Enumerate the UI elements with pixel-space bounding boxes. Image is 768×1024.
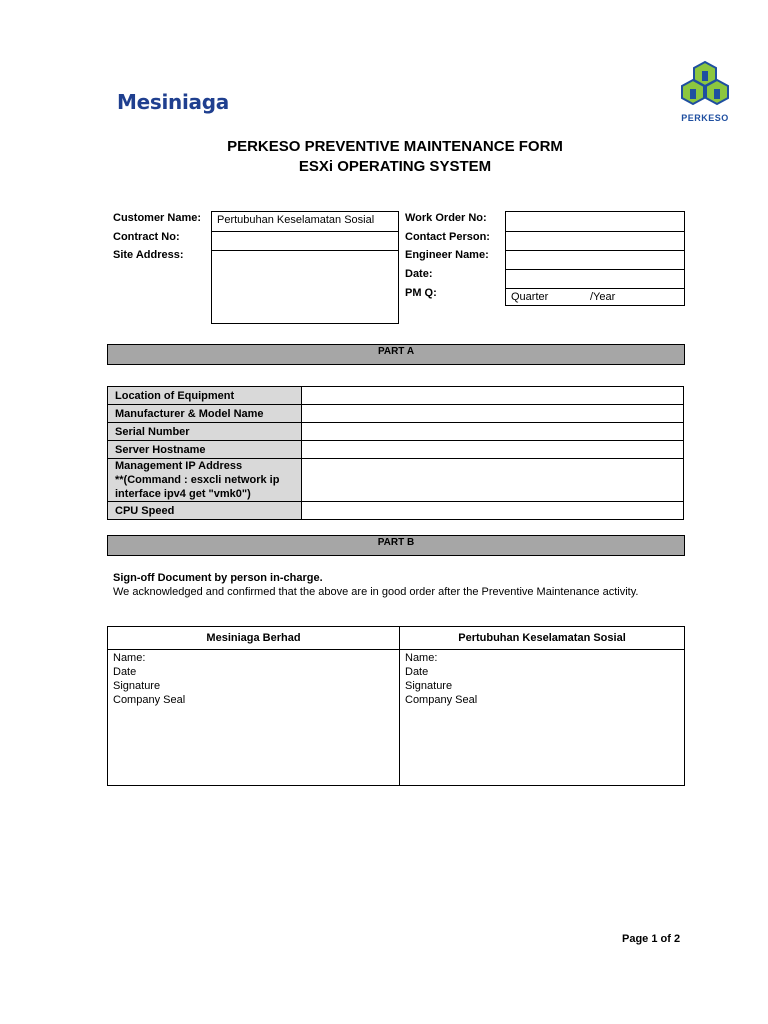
mgmt-ip-field[interactable] <box>302 459 684 502</box>
perkeso-logo <box>676 60 734 122</box>
contract-no-label: Contract No: <box>113 231 180 243</box>
mesiniaga-logo: Mesiniaga <box>117 90 229 114</box>
mgmt-ip-label-line1: Management IP Address <box>115 460 243 472</box>
form-subtitle: ESXi OPERATING SYSTEM <box>298 158 492 175</box>
manufacturer-label: Manufacturer & Model Name <box>108 405 302 423</box>
mesiniaga-column-heading: Mesiniaga Berhad <box>108 627 400 650</box>
cpu-speed-label: CPU Speed <box>108 502 302 520</box>
contract-no-field[interactable] <box>212 232 398 251</box>
table-row <box>108 459 684 502</box>
work-order-label: Work Order No: <box>405 212 487 224</box>
mesiniaga-signature-label: Signature <box>113 680 161 692</box>
mesiniaga-name-label: Name: <box>113 652 146 664</box>
equipment-table <box>107 386 684 520</box>
date-label: Date: <box>405 268 433 280</box>
perkeso-column-heading: Pertubuhan Keselamatan Sosial <box>400 627 685 650</box>
table-row <box>108 502 684 520</box>
date-field[interactable] <box>506 270 684 289</box>
perkeso-name-label: Name: <box>405 652 438 664</box>
table-row <box>108 441 684 459</box>
customer-name-field[interactable]: Pertubuhan Keselamatan Sosial <box>212 212 398 232</box>
mesiniaga-seal-label: Company Seal <box>113 694 186 706</box>
part-a-bar: PART A <box>107 344 685 365</box>
part-b-bar: PART B <box>107 535 685 556</box>
engineer-name-field[interactable] <box>506 251 684 270</box>
table-row <box>108 423 684 441</box>
work-order-field[interactable] <box>506 212 684 232</box>
contact-person-label: Contact Person: <box>405 231 490 243</box>
form-title: PERKESO PREVENTIVE MAINTENANCE FORM <box>227 138 563 155</box>
cpu-speed-field[interactable] <box>302 502 684 520</box>
perkeso-seal-label: Company Seal <box>405 694 478 706</box>
mgmt-ip-label <box>108 459 302 502</box>
pmq-field[interactable] <box>506 289 684 307</box>
location-label: Location of Equipment <box>108 387 302 405</box>
perkeso-date-label: Date <box>405 666 429 678</box>
serial-number-field[interactable] <box>302 423 684 441</box>
site-address-field[interactable] <box>212 251 398 321</box>
mesiniaga-signoff-cell[interactable] <box>108 650 400 786</box>
page-number: Page 1 of 2 <box>622 933 681 945</box>
pmq-quarter: Quarter <box>511 291 549 303</box>
contact-person-field[interactable] <box>506 232 684 251</box>
engineer-name-label: Engineer Name: <box>405 249 489 261</box>
hostname-label: Server Hostname <box>108 441 302 459</box>
table-row <box>108 387 684 405</box>
signature-table <box>107 626 685 786</box>
signoff-text: We acknowledged and confirmed that the above are in good order after the Preventive Maintenance activity. <box>113 586 639 598</box>
perkeso-emblem-icon <box>676 60 734 108</box>
perkeso-signature-label: Signature <box>405 680 453 692</box>
mgmt-ip-label-line3: interface ipv4 get "vmk0") <box>115 488 251 500</box>
customer-info-box <box>211 211 399 324</box>
work-order-box <box>505 211 685 306</box>
mesiniaga-date-label: Date <box>113 666 137 678</box>
perkeso-signoff-cell[interactable] <box>400 650 685 786</box>
serial-number-label: Serial Number <box>108 423 302 441</box>
perkeso-logo-text: PERKESO <box>681 113 729 123</box>
manufacturer-field[interactable] <box>302 405 684 423</box>
site-address-label: Site Address: <box>113 249 184 261</box>
location-field[interactable] <box>302 387 684 405</box>
mgmt-ip-label-line2: **(Command : esxcli network ip <box>115 474 280 486</box>
hostname-field[interactable] <box>302 441 684 459</box>
signoff-title: Sign-off Document by person in-charge. <box>113 572 323 584</box>
pmq-year: /Year <box>590 291 616 303</box>
table-row <box>108 405 684 423</box>
pmq-label: PM Q: <box>405 287 437 299</box>
customer-name-label: Customer Name: <box>113 212 202 224</box>
